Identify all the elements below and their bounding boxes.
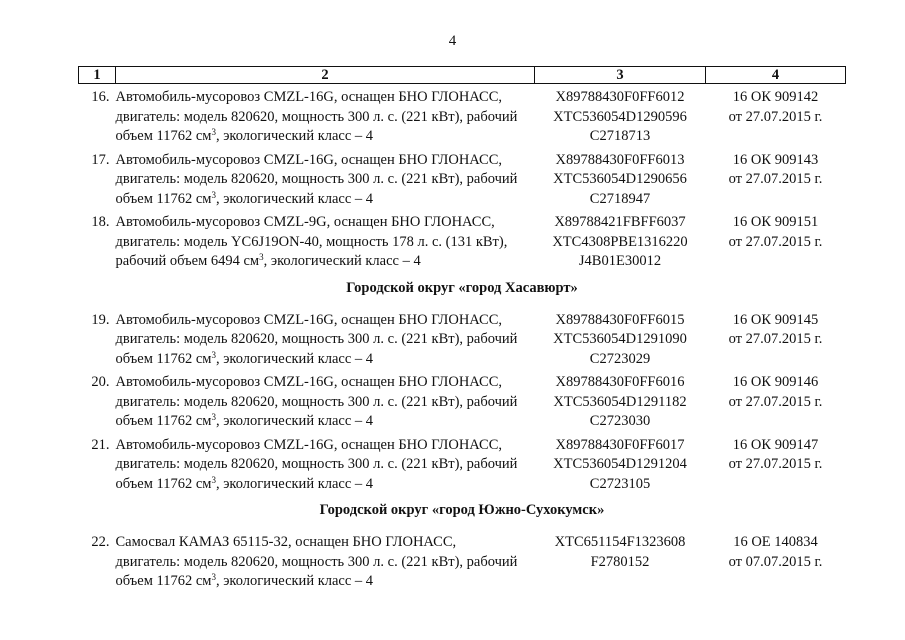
header-col-4: 4 <box>706 67 846 84</box>
vehicle-description <box>116 529 535 592</box>
eco-class-text: , экологический класс – 4 <box>263 253 421 269</box>
header-col-1: 1 <box>79 67 116 84</box>
registration-document <box>706 369 846 432</box>
table-row <box>79 209 846 272</box>
vehicle-description <box>116 307 535 370</box>
registration-document <box>706 84 846 147</box>
table-row <box>79 432 846 495</box>
registration-line: 16 ОК 909146 <box>732 374 819 390</box>
registration-document <box>706 307 846 370</box>
registration-document <box>706 209 846 272</box>
vin-line: C2723105 <box>589 475 651 492</box>
vin-line: C2723029 <box>589 350 651 367</box>
eco-class-text: , экологический класс – 4 <box>215 413 374 429</box>
registration-document <box>706 147 846 210</box>
vin-line: XTC536054D1290656 <box>553 171 687 187</box>
vin-numbers <box>535 209 706 272</box>
unit-superscript: 3 <box>211 349 216 360</box>
description-line: Автомобиль-мусоровоз CMZL-16G, оснащен БНО ГЛОНАСС, <box>115 151 503 168</box>
volume-text: рабочий объем 6494 см <box>115 253 260 269</box>
registration-line: от 27.07.2015 г. <box>728 108 823 125</box>
registration-line: 16 ОК 909145 <box>732 311 819 328</box>
table-header-row <box>79 67 846 84</box>
registration-line: 16 ОК 909142 <box>732 89 819 105</box>
eco-class-text: , экологический класс – 4 <box>215 190 374 207</box>
vehicle-description <box>116 432 535 495</box>
vin-line: J4B01E30012 <box>578 253 662 269</box>
vin-numbers <box>535 84 706 147</box>
vin-line: XTC4308PBE1316220 <box>552 233 688 250</box>
description-line: Автомобиль-мусоровоз CMZL-16G, оснащен БНО ГЛОНАСС, <box>115 374 503 390</box>
row-number: 19. <box>91 311 110 328</box>
vehicle-table <box>78 66 846 592</box>
table-row <box>79 369 846 432</box>
description-line: Автомобиль-мусоровоз CMZL-9G, оснащен БНО ГЛОНАСС, <box>115 214 495 230</box>
unit-superscript: 3 <box>211 127 216 137</box>
registration-line: от 27.07.2015 г. <box>728 393 823 410</box>
unit-superscript: 3 <box>211 474 216 485</box>
volume-text: объем 11762 см <box>115 573 212 589</box>
registration-line: 16 ОК 909151 <box>732 214 819 230</box>
vin-line: XTC536054D1290596 <box>553 108 687 125</box>
description-line: Автомобиль-мусоровоз CMZL-16G, оснащен БНО ГЛОНАСС, <box>115 436 503 453</box>
registration-line: от 27.07.2015 г. <box>728 171 823 187</box>
vin-line: X89788430F0FF6013 <box>555 151 685 168</box>
section-title-row <box>79 494 846 529</box>
vin-numbers <box>535 369 706 432</box>
vin-line: C2723030 <box>589 413 651 429</box>
registration-line: 16 ОК 909143 <box>732 151 819 168</box>
vehicle-description <box>116 369 535 432</box>
vin-line: C2718713 <box>589 128 651 144</box>
vin-line: X89788430F0FF6016 <box>555 374 685 390</box>
vehicle-description <box>116 209 535 272</box>
vehicle-description <box>116 84 535 147</box>
section-title: Городской округ «город Хасавюрт» <box>346 279 578 296</box>
header-col-2: 2 <box>116 67 535 84</box>
vin-numbers <box>535 432 706 495</box>
vin-line: F2780152 <box>590 553 650 570</box>
description-line <box>116 252 527 272</box>
volume-text: объем 11762 см <box>115 350 212 367</box>
description-line: двигатель: модель 820620, мощность 300 л. с. (221 кВт), рабочий <box>115 171 518 187</box>
registration-document <box>706 529 846 592</box>
vin-line: XTC651154F1323608 <box>554 534 686 550</box>
vin-line: XTC536054D1291204 <box>553 456 687 472</box>
vin-line: XTC536054D1291182 <box>553 393 687 410</box>
description-line: двигатель: модель 820620, мощность 300 л. с. (221 кВт), рабочий <box>115 393 518 410</box>
description-line: двигатель: модель 820620, мощность 300 л. с. (221 кВт), рабочий <box>115 331 518 347</box>
registration-line: от 27.07.2015 г. <box>728 233 823 250</box>
vin-numbers <box>535 147 706 210</box>
page-number: 4 <box>448 33 457 49</box>
unit-superscript: 3 <box>211 572 216 582</box>
eco-class-text: , экологический класс – 4 <box>215 573 374 589</box>
vin-line: X89788421FBFF6037 <box>554 214 686 230</box>
volume-text: объем 11762 см <box>115 475 212 492</box>
row-number: 17. <box>91 151 110 168</box>
volume-text: объем 11762 см <box>115 128 212 144</box>
unit-superscript: 3 <box>259 252 264 262</box>
vehicle-description <box>116 147 535 210</box>
description-line <box>116 475 527 495</box>
description-line: двигатель: модель YC6J19ON-40, мощность 178 л. с. (131 кВт), <box>115 233 508 250</box>
row-number: 16. <box>91 89 110 105</box>
registration-line: 16 ОЕ 140834 <box>733 534 818 550</box>
registration-line: 16 ОК 909147 <box>732 436 819 453</box>
description-line: двигатель: модель 820620, мощность 300 л. с. (221 кВт), рабочий <box>115 553 518 570</box>
eco-class-text: , экологический класс – 4 <box>215 128 374 144</box>
description-line: Самосвал КАМАЗ 65115-32, оснащен БНО ГЛОНАСС, <box>115 534 457 550</box>
table-row <box>79 84 846 147</box>
description-line <box>116 412 527 432</box>
eco-class-text: , экологический класс – 4 <box>215 475 374 492</box>
vin-numbers <box>535 529 706 592</box>
description-line: двигатель: модель 820620, мощность 300 л. с. (221 кВт), рабочий <box>115 456 518 472</box>
description-line: Автомобиль-мусоровоз CMZL-16G, оснащен БНО ГЛОНАСС, <box>115 311 503 328</box>
description-line: двигатель: модель 820620, мощность 300 л. с. (221 кВт), рабочий <box>115 108 518 125</box>
description-line <box>116 572 527 592</box>
eco-class-text: , экологический класс – 4 <box>215 350 374 367</box>
row-number: 22. <box>91 534 110 550</box>
unit-superscript: 3 <box>211 189 216 200</box>
description-line <box>116 127 527 147</box>
row-number: 20. <box>91 374 110 390</box>
description-line: Автомобиль-мусоровоз CMZL-16G, оснащен БНО ГЛОНАСС, <box>115 89 503 105</box>
vin-line: C2718947 <box>589 190 651 207</box>
table-row <box>79 147 846 210</box>
registration-line: от 07.07.2015 г. <box>728 553 823 570</box>
row-number: 21. <box>91 436 110 453</box>
volume-text: объем 11762 см <box>115 190 212 207</box>
table-row <box>79 307 846 370</box>
unit-superscript: 3 <box>211 412 216 422</box>
section-title-row <box>79 272 846 307</box>
row-number: 18. <box>91 214 110 230</box>
registration-line: от 27.07.2015 г. <box>728 456 823 472</box>
vin-line: X89788430F0FF6017 <box>555 436 685 453</box>
vin-line: X89788430F0FF6012 <box>555 89 685 105</box>
description-line <box>116 190 527 210</box>
header-col-3: 3 <box>535 67 706 84</box>
vin-line: XTC536054D1291090 <box>553 331 687 347</box>
description-line <box>116 350 527 370</box>
vin-line: X89788430F0FF6015 <box>555 311 685 328</box>
registration-line: от 27.07.2015 г. <box>728 331 823 347</box>
volume-text: объем 11762 см <box>115 413 212 429</box>
vin-numbers <box>535 307 706 370</box>
registration-document <box>706 432 846 495</box>
table-body <box>79 84 846 592</box>
section-title: Городской округ «город Южно-Сухокумск» <box>319 502 605 518</box>
table-row <box>79 529 846 592</box>
